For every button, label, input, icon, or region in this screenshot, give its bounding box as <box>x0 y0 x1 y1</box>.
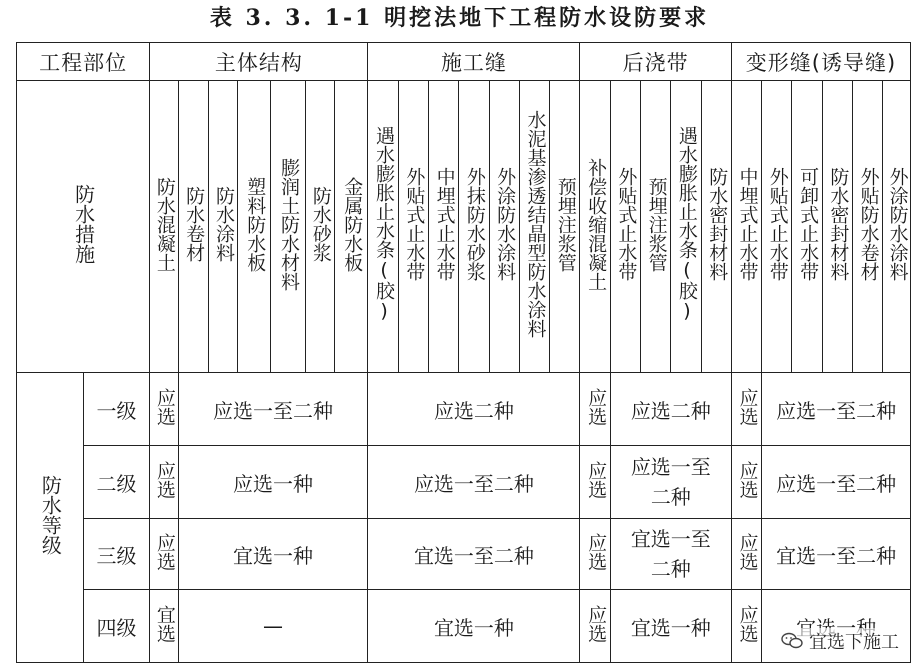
group-header-deformation-joint: 变形缝(诱导缝) <box>731 43 910 81</box>
group-header-construction-joint: 施工缝 <box>368 43 580 81</box>
column-header: 防水卷材 <box>178 81 208 373</box>
table-cell: 应选一至二种 <box>178 373 368 446</box>
table-cell: 宜选一至二种 <box>610 519 731 590</box>
column-header: 外贴防水卷材 <box>853 81 883 373</box>
column-header: 补偿收缩混凝土 <box>580 81 610 373</box>
measures-label: 防水措施 <box>17 81 150 373</box>
table-title: 表 3. 3. 1-1 明挖法地下工程防水设防要求 <box>209 5 710 31</box>
table-cell: 应选 <box>731 519 761 590</box>
column-header: 外贴式止水带 <box>610 81 640 373</box>
table-cell: 应选一种 <box>178 446 368 519</box>
level-cell: 三级 <box>83 519 150 590</box>
column-header: 膨润土防水材料 <box>271 81 305 373</box>
table-cell: 应选 <box>150 446 178 519</box>
column-header: 外涂防水涂料 <box>489 81 519 373</box>
column-header: 外抹防水砂浆 <box>459 81 489 373</box>
column-header: 防水涂料 <box>208 81 237 373</box>
table-cell: 应选 <box>731 446 761 519</box>
table-cell: 宜选一种 <box>368 590 580 663</box>
column-header: 防水密封材料 <box>701 81 731 373</box>
column-header: 外贴式止水带 <box>398 81 428 373</box>
column-header: 预埋注浆管 <box>641 81 671 373</box>
column-header: 中埋式止水带 <box>731 81 761 373</box>
table-cell: 应选 <box>580 446 610 519</box>
table-cell: 应选 <box>580 590 610 663</box>
table-cell: 应选 <box>580 373 610 446</box>
table-cell: 应选 <box>580 519 610 590</box>
column-header: 水泥基渗透结晶型防水涂料 <box>519 81 549 373</box>
column-header: 遇水膨胀止水条(胶) <box>671 81 701 373</box>
table-cell: 应选 <box>150 373 178 446</box>
table-cell: 应选 <box>731 590 761 663</box>
level-label: 防水等级 <box>17 373 84 663</box>
table-cell: — <box>178 590 368 663</box>
column-header: 金属防水板 <box>335 81 368 373</box>
table-cell: 宜选一种 <box>610 590 731 663</box>
column-header: 中埋式止水带 <box>428 81 458 373</box>
column-header: 防水砂浆 <box>305 81 334 373</box>
table-cell: 应选二种 <box>368 373 580 446</box>
table-cell: 宜选一种 <box>178 519 368 590</box>
column-header: 外贴式止水带 <box>762 81 792 373</box>
column-header: 预埋注浆管 <box>550 81 580 373</box>
table-cell: 应选一至二种 <box>368 446 580 519</box>
table-cell: 应选二种 <box>610 373 731 446</box>
column-header: 遇水膨胀止水条(胶) <box>368 81 398 373</box>
group-header-main-structure: 主体结构 <box>150 43 368 81</box>
watermark <box>781 628 899 654</box>
level-cell: 四级 <box>83 590 150 663</box>
level-cell: 一级 <box>83 373 150 446</box>
table-cell: 宜选一至二种 <box>368 519 580 590</box>
column-header: 防水混凝土 <box>150 81 178 373</box>
column-header: 外涂防水涂料 <box>883 81 911 373</box>
watermark-text: 宜选下施工 <box>809 632 899 653</box>
table-cell: 应选一至二种 <box>762 446 911 519</box>
group-header-post-pour-strip: 后浇带 <box>580 43 731 81</box>
table-cell: 应选一至二种 <box>762 373 911 446</box>
level-cell: 二级 <box>83 446 150 519</box>
column-header: 可卸式止水带 <box>792 81 822 373</box>
table-cell: 宜选一至二种 <box>762 519 911 590</box>
table-cell: 应选 <box>731 373 761 446</box>
waterproofing-spec-table <box>16 42 911 663</box>
table-cell: 宜选 <box>150 590 178 663</box>
corner-header: 工程部位 <box>17 43 150 81</box>
column-header: 防水密封材料 <box>822 81 852 373</box>
table-cell: 应选 <box>150 519 178 590</box>
chat-bubble-icon <box>781 632 803 650</box>
column-header: 塑料防水板 <box>238 81 271 373</box>
table-cell: 应选一至二种 <box>610 446 731 519</box>
